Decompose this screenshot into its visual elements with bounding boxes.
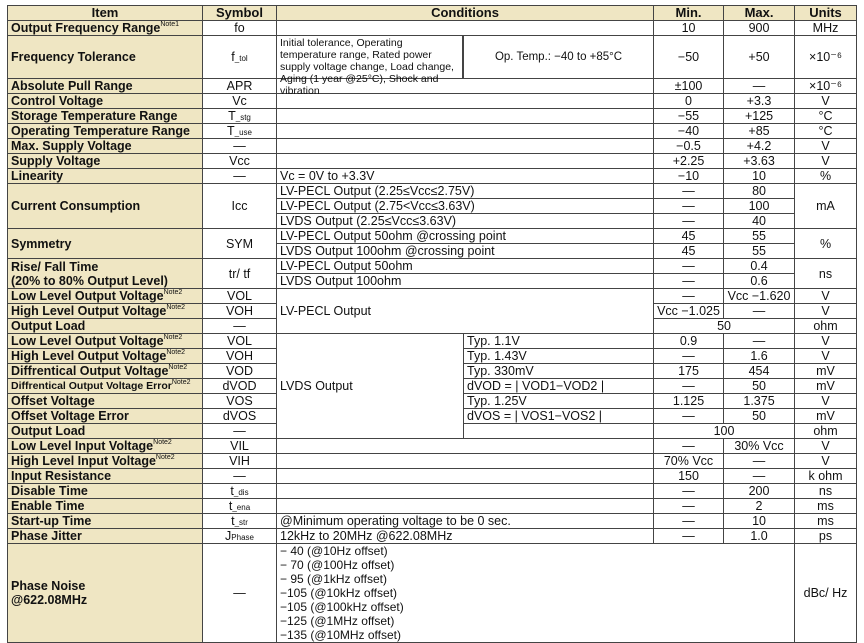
max-cell: 1.6 xyxy=(724,349,795,364)
max-cell: Vcc −1.620 xyxy=(724,289,795,304)
units-cell: V xyxy=(795,454,857,469)
table-row xyxy=(8,21,857,36)
min-cell: −10 xyxy=(654,169,724,184)
min-cell: 45 xyxy=(654,229,724,244)
symbol-cell: — xyxy=(203,544,277,643)
units-cell: MHz xyxy=(795,21,857,36)
conditions-cell xyxy=(277,439,654,454)
min-cell: Vcc −1.025 xyxy=(654,304,724,319)
item-cell: Diffrentical Output Voltage Error$^{Note2}$ xyxy=(8,379,203,394)
min-cell: — xyxy=(654,349,724,364)
symbol-cell: f_tol xyxy=(203,36,277,79)
item-cell: Start-up Time xyxy=(8,514,203,529)
max-cell: 1.0 xyxy=(724,529,795,544)
item-cell: Supply Voltage xyxy=(8,154,203,169)
min-cell: — xyxy=(654,484,724,499)
max-cell: +125 xyxy=(724,109,795,124)
item-cell: Offset Voltage Error xyxy=(8,409,203,424)
units-cell: ns xyxy=(795,259,857,289)
item-cell: Current Consumption xyxy=(8,184,203,229)
units-cell: °C xyxy=(795,124,857,139)
conditions-cell: LV-PECL Output 50ohm xyxy=(277,259,654,274)
conditions-cell: LV-PECL Output xyxy=(277,289,654,334)
value-cell: 50 xyxy=(654,319,795,334)
units-cell: % xyxy=(795,229,857,259)
conditions-cell: LV-PECL Output 50ohm @crossing point xyxy=(277,229,654,244)
item-cell: Operating Temperature Range xyxy=(8,124,203,139)
min-cell: 150 xyxy=(654,469,724,484)
max-cell: — xyxy=(724,469,795,484)
item-cell: Symmetry xyxy=(8,229,203,259)
min-cell: — xyxy=(654,529,724,544)
units-cell: ×10⁻⁶ xyxy=(795,36,857,79)
conditions-cell xyxy=(277,499,654,514)
item-cell: Offset Voltage xyxy=(8,394,203,409)
sub-conditions-cell: Typ. 1.25V xyxy=(464,394,654,409)
conditions-cell xyxy=(277,454,654,469)
table-row xyxy=(8,499,857,514)
min-cell: — xyxy=(654,409,724,424)
min-cell: 175 xyxy=(654,364,724,379)
max-cell: 2 xyxy=(724,499,795,514)
item-cell: High Level Output Voltage$^{Note2}$ xyxy=(8,349,203,364)
max-cell: 30% Vcc xyxy=(724,439,795,454)
units-cell: dBc/ Hz xyxy=(795,544,857,643)
max-cell: +3.3 xyxy=(724,94,795,109)
max-cell: 0.4 xyxy=(724,259,795,274)
min-cell: −0.5 xyxy=(654,139,724,154)
symbol-cell: T_stg xyxy=(203,109,277,124)
item-cell: Input Resistance xyxy=(8,469,203,484)
min-cell: 0.9 xyxy=(654,334,724,349)
min-cell: ±100 xyxy=(654,79,724,94)
tolerance-conditions: Initial tolerance, Operating temperature range, Rated power supply voltage change, Load change, Aging (1 year @25°C), Shock and vibration xyxy=(277,36,463,78)
units-cell: V xyxy=(795,349,857,364)
units-cell: ms xyxy=(795,499,857,514)
min-cell: — xyxy=(654,289,724,304)
symbol-cell: — xyxy=(203,469,277,484)
units-cell: V xyxy=(795,94,857,109)
units-cell: ms xyxy=(795,514,857,529)
max-cell: +4.2 xyxy=(724,139,795,154)
item-cell: Linearity xyxy=(8,169,203,184)
max-cell: 40 xyxy=(724,214,795,229)
symbol-cell: t_ena xyxy=(203,499,277,514)
max-cell: 10 xyxy=(724,514,795,529)
symbol-cell: JPhase xyxy=(203,529,277,544)
item-cell: Enable Time xyxy=(8,499,203,514)
symbol-cell: VOH xyxy=(203,349,277,364)
conditions-cell: Vc = 0V to +3.3V xyxy=(277,169,654,184)
max-cell: 80 xyxy=(724,184,795,199)
min-cell: +2.25 xyxy=(654,154,724,169)
header-symbol: Symbol xyxy=(203,6,277,21)
table-row xyxy=(8,529,857,544)
units-cell: V xyxy=(795,139,857,154)
item-cell: Frequency Tolerance xyxy=(8,36,203,79)
units-cell: V xyxy=(795,394,857,409)
phase-noise-values: − 40 (@10Hz offset) − 70 (@100Hz offset) − 95 (@1kHz offset) −105 (@10kHz offset) −105 (@100kHz offset) −125 (@1MHz offset) −135 (@10MHz offset) xyxy=(277,544,795,643)
table-row xyxy=(8,124,857,139)
item-cell: Output Load xyxy=(8,319,203,334)
units-cell: V xyxy=(795,439,857,454)
table-row xyxy=(8,544,857,643)
conditions-cell: LVDS Output 100ohm @crossing point xyxy=(277,244,654,259)
symbol-cell: VOS xyxy=(203,394,277,409)
symbol-cell: Icc xyxy=(203,184,277,229)
item-cell: Absolute Pull Range xyxy=(8,79,203,94)
units-cell: ×10⁻⁶ xyxy=(795,79,857,94)
symbol-cell: t_str xyxy=(203,514,277,529)
item-cell: Disable Time xyxy=(8,484,203,499)
min-cell: −40 xyxy=(654,124,724,139)
conditions-cell: LVDS Output (2.25≤Vcc≤3.63V) xyxy=(277,214,654,229)
symbol-cell: VOD xyxy=(203,364,277,379)
item-cell: Phase Jitter xyxy=(8,529,203,544)
min-cell: — xyxy=(654,379,724,394)
item-cell: Rise/ Fall Time (20% to 80% Output Level) xyxy=(8,259,203,289)
conditions-cell xyxy=(277,94,654,109)
min-cell: — xyxy=(654,514,724,529)
header-max: Max. xyxy=(724,6,795,21)
units-cell: °C xyxy=(795,109,857,124)
min-cell: 1.125 xyxy=(654,394,724,409)
spec-table xyxy=(7,5,857,643)
item-cell: Low Level Output Voltage$^{Note2}$ xyxy=(8,289,203,304)
table-row xyxy=(8,484,857,499)
max-cell: 900 xyxy=(724,21,795,36)
units-cell: ps xyxy=(795,529,857,544)
header-row xyxy=(8,6,857,21)
symbol-cell: — xyxy=(203,424,277,439)
item-cell: Storage Temperature Range xyxy=(8,109,203,124)
table-row xyxy=(8,469,857,484)
units-cell: mV xyxy=(795,409,857,424)
units-cell: V xyxy=(795,154,857,169)
conditions-cell xyxy=(277,469,654,484)
min-cell: — xyxy=(654,259,724,274)
table-row xyxy=(8,154,857,169)
symbol-cell: fo xyxy=(203,21,277,36)
max-cell: 55 xyxy=(724,244,795,259)
conditions-cell xyxy=(277,484,654,499)
symbol-cell: t_dis xyxy=(203,484,277,499)
table-row xyxy=(8,94,857,109)
sub-conditions-cell: Typ. 1.1V xyxy=(464,334,654,349)
max-cell: 1.375 xyxy=(724,394,795,409)
min-cell: — xyxy=(654,214,724,229)
units-cell: mV xyxy=(795,364,857,379)
symbol-cell: VOL xyxy=(203,289,277,304)
item-cell: Output Load xyxy=(8,424,203,439)
item-cell: Phase Noise @622.08MHz xyxy=(8,544,203,643)
sub-conditions-cell: dVOD = | VOD1−VOD2 | xyxy=(464,379,654,394)
item-cell: Low Level Input Voltage$^{Note2}$ xyxy=(8,439,203,454)
symbol-cell: Vc xyxy=(203,94,277,109)
min-cell: — xyxy=(654,499,724,514)
units-cell: ns xyxy=(795,484,857,499)
conditions-cell: @Minimum operating voltage to be 0 sec. xyxy=(277,514,654,529)
symbol-cell: VIL xyxy=(203,439,277,454)
min-cell: — xyxy=(654,274,724,289)
table-row xyxy=(8,454,857,469)
sub-conditions-cell xyxy=(464,424,654,439)
table-row xyxy=(8,259,857,274)
symbol-cell: Vcc xyxy=(203,154,277,169)
conditions-cell xyxy=(277,109,654,124)
conditions-cell xyxy=(277,124,654,139)
units-cell: k ohm xyxy=(795,469,857,484)
table-row xyxy=(8,109,857,124)
min-cell: 0 xyxy=(654,94,724,109)
max-cell: +50 xyxy=(724,36,795,79)
units-cell: ohm xyxy=(795,424,857,439)
header-min: Min. xyxy=(654,6,724,21)
symbol-cell: — xyxy=(203,139,277,154)
item-cell: Diffrentical Output Voltage$^{Note2}$ xyxy=(8,364,203,379)
symbol-cell: APR xyxy=(203,79,277,94)
conditions-cell xyxy=(277,139,654,154)
table-row xyxy=(8,289,857,304)
conditions-cell: LVDS Output 100ohm xyxy=(277,274,654,289)
symbol-cell: T_use xyxy=(203,124,277,139)
units-cell: V xyxy=(795,304,857,319)
table-row xyxy=(8,36,857,79)
units-cell: V xyxy=(795,289,857,304)
table-row xyxy=(8,439,857,454)
item-cell: Low Level Output Voltage$^{Note2}$ xyxy=(8,334,203,349)
table-row xyxy=(8,229,857,244)
symbol-cell: VOH xyxy=(203,304,277,319)
units-cell: V xyxy=(795,334,857,349)
min-cell: −50 xyxy=(654,36,724,79)
table-row xyxy=(8,334,857,349)
max-cell: — xyxy=(724,334,795,349)
item-cell: Control Voltage xyxy=(8,94,203,109)
table-row xyxy=(8,169,857,184)
header-item: Item xyxy=(8,6,203,21)
conditions-cell: LV-PECL Output (2.25≤Vcc≤2.75V) xyxy=(277,184,654,199)
symbol-cell: — xyxy=(203,319,277,334)
header-conditions: Conditions xyxy=(277,6,654,21)
max-cell: 55 xyxy=(724,229,795,244)
max-cell: 200 xyxy=(724,484,795,499)
max-cell: 100 xyxy=(724,199,795,214)
min-cell: 45 xyxy=(654,244,724,259)
conditions-cell: 12kHz to 20MHz @622.08MHz xyxy=(277,529,654,544)
max-cell: 0.6 xyxy=(724,274,795,289)
item-cell: High Level Input Voltage$^{Note2}$ xyxy=(8,454,203,469)
sub-conditions-cell: Typ. 1.43V xyxy=(464,349,654,364)
item-cell: Output Frequency Range$^{Note1}$ xyxy=(8,21,203,36)
conditions-cell: LV-PECL Output (2.75<Vcc≤3.63V) xyxy=(277,199,654,214)
min-cell: — xyxy=(654,199,724,214)
table-row xyxy=(8,514,857,529)
symbol-cell: SYM xyxy=(203,229,277,259)
min-cell: — xyxy=(654,439,724,454)
sub-conditions-cell: dVOS = | VOS1−VOS2 | xyxy=(464,409,654,424)
max-cell: +3.63 xyxy=(724,154,795,169)
symbol-cell: VIH xyxy=(203,454,277,469)
max-cell: — xyxy=(724,454,795,469)
max-cell: 50 xyxy=(724,379,795,394)
max-cell: 50 xyxy=(724,409,795,424)
header-units: Units xyxy=(795,6,857,21)
units-cell: mA xyxy=(795,184,857,229)
symbol-cell: dVOS xyxy=(203,409,277,424)
table-row xyxy=(8,184,857,199)
units-cell: ohm xyxy=(795,319,857,334)
max-cell: — xyxy=(724,304,795,319)
symbol-cell: VOL xyxy=(203,334,277,349)
units-cell: mV xyxy=(795,379,857,394)
item-cell: Max. Supply Voltage xyxy=(8,139,203,154)
min-cell: — xyxy=(654,184,724,199)
conditions-cell xyxy=(277,154,654,169)
max-cell: — xyxy=(724,79,795,94)
symbol-cell: tr/ tf xyxy=(203,259,277,289)
max-cell: +85 xyxy=(724,124,795,139)
op-temp-condition: Op. Temp.: −40 to +85°C xyxy=(464,36,654,79)
value-cell: 100 xyxy=(654,424,795,439)
min-cell: −55 xyxy=(654,109,724,124)
max-cell: 454 xyxy=(724,364,795,379)
item-cell: High Level Output Voltage$^{Note2}$ xyxy=(8,304,203,319)
min-cell: 10 xyxy=(654,21,724,36)
units-cell: % xyxy=(795,169,857,184)
symbol-cell: — xyxy=(203,169,277,184)
min-cell: 70% Vcc xyxy=(654,454,724,469)
table-row xyxy=(8,139,857,154)
conditions-cell: LVDS Output xyxy=(277,334,464,439)
conditions-cell xyxy=(277,21,654,36)
sub-conditions-cell: Typ. 330mV xyxy=(464,364,654,379)
max-cell: 10 xyxy=(724,169,795,184)
symbol-cell: dVOD xyxy=(203,379,277,394)
conditions-cell xyxy=(277,36,464,97)
